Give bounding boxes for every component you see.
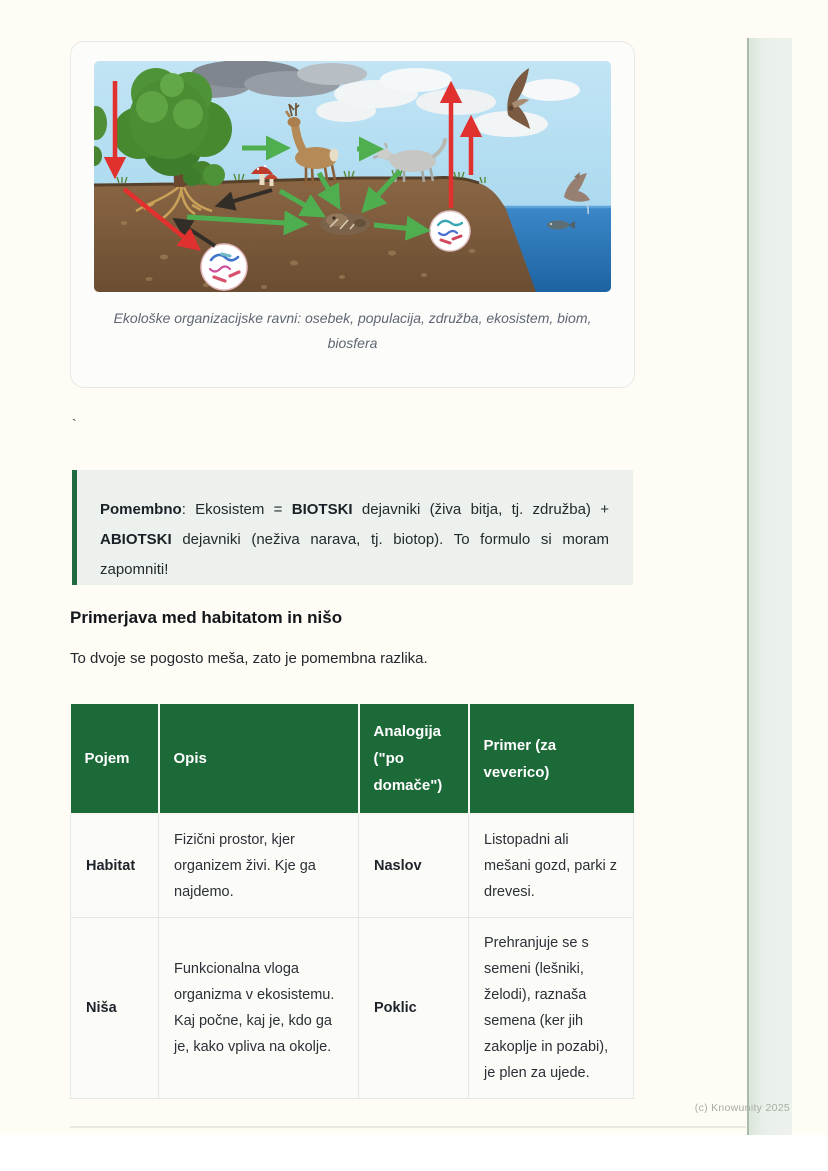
callout-text: Pomembno: Ekosistem = BIOTSKI dejavniki (živa bitja, tj. združba) + ABIOTSKI dejavniki (neživa narava, tj. biotop). To formulo si moram zapomniti!	[100, 501, 609, 578]
important-callout	[72, 470, 633, 585]
cell-nisa-primer: Prehranjuje se s semeni (lešniki, želodi), raznaša semena (ker jih zakoplje in pozabi), je plen za ujede.	[469, 918, 634, 1099]
cell-habitat-opis: Fizični prostor, kjer organizem živi. Kje ga najdemo.	[159, 814, 359, 918]
decomposers-circle-right	[430, 211, 470, 251]
cell-nisa-opis: Funkcionalna vloga organizma v ekosistemu. Kaj počne, kaj je, kdo ga je, kako vpliva na okolje.	[159, 918, 359, 1099]
table-row-habitat	[71, 814, 634, 918]
cell-habitat-primer: Listopadni ali mešani gozd, parki z drevesi.	[469, 814, 634, 918]
figure-caption: Ekološke organizacijske ravni: osebek, populacija, združba, ekosistem, biom, biosfera	[113, 310, 592, 351]
carcass-icon	[320, 213, 370, 235]
col-header-analogija: Analogija ("po domače")	[359, 704, 469, 814]
cell-nisa-pojem: Niša	[71, 918, 159, 1099]
stray-backtick: `	[72, 416, 77, 432]
col-header-pojem: Pojem	[71, 704, 159, 814]
cell-habitat-pojem: Habitat	[71, 814, 159, 918]
comparison-table	[70, 704, 634, 1099]
cell-habitat-analogija: Naslov	[359, 814, 469, 918]
copyright-watermark: (c) Knowunity 2025	[694, 1102, 790, 1114]
scroll-indicator[interactable]	[747, 38, 792, 1135]
figure-card	[70, 41, 635, 388]
callout-bold-biotski: BIOTSKI	[291, 501, 353, 518]
table-header-row	[71, 704, 634, 814]
callout-bold-pomembno: Pomembno	[100, 501, 182, 518]
table-header	[71, 704, 634, 814]
callout-bold-abiotski: ABIOTSKI	[100, 531, 172, 548]
ecosystem-illustration	[94, 61, 611, 292]
cell-nisa-analogija: Poklic	[359, 918, 469, 1099]
section-intro: To dvoje se pogosto meša, zato je pomembna razlika.	[70, 650, 428, 667]
section-heading: Primerjava med habitatom in nišo	[70, 608, 343, 627]
col-header-primer: Primer (za veverico)	[469, 704, 634, 814]
section-divider	[70, 1126, 746, 1128]
table-row-nisa	[71, 918, 634, 1099]
decomposers-circle-left	[201, 244, 247, 290]
col-header-opis: Opis	[159, 704, 359, 814]
